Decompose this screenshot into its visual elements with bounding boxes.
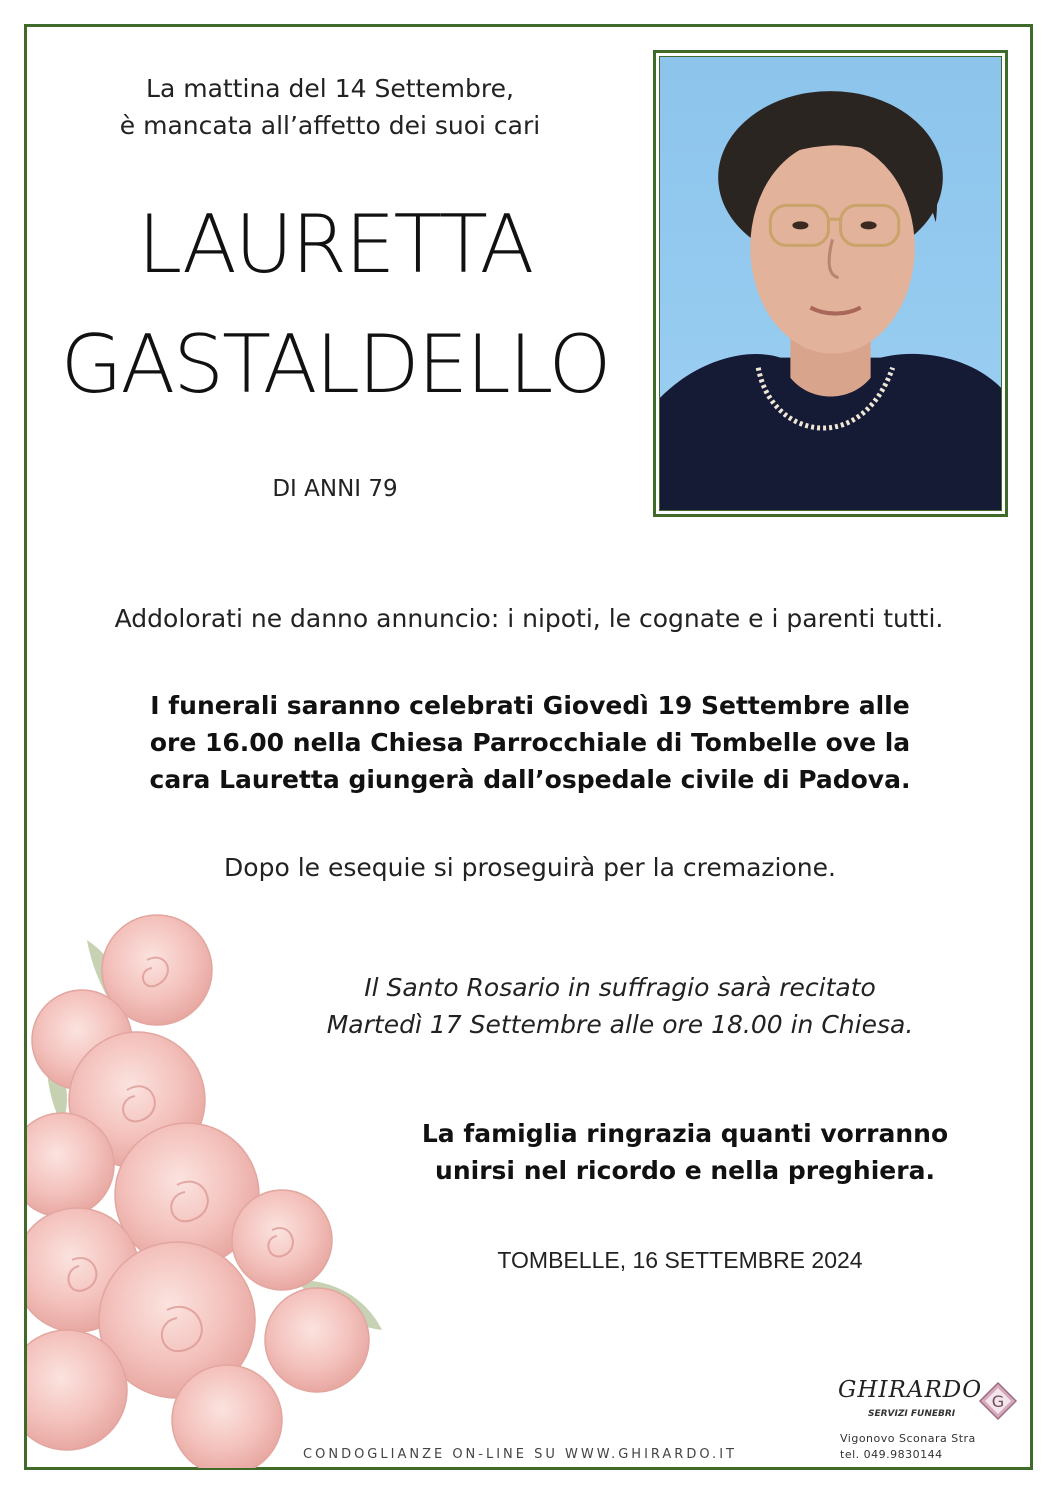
portrait-photo-icon bbox=[659, 56, 1002, 511]
logo-subtitle: SERVIZI FUNEBRI bbox=[868, 1409, 956, 1419]
dateline: TOMBELLE, 16 SETTEMBRE 2024 bbox=[497, 1247, 863, 1273]
intro-text bbox=[60, 70, 600, 144]
funeral-line-2: ore 16.00 nella Chiesa Parrocchiale di Tombelle ove la bbox=[149, 728, 911, 757]
thanks-line-1: La famiglia ringrazia quanti vorranno bbox=[421, 1119, 949, 1148]
logo-address: Vigonovo Sconara Stra bbox=[840, 1432, 976, 1445]
cremation-text: Dopo le esequie si proseguirà per la cremazione. bbox=[224, 853, 836, 882]
deceased-last-name: GASTALDELLO bbox=[60, 318, 610, 411]
intro-line-1: La mattina del 14 Settembre, bbox=[146, 74, 514, 103]
thanks-text bbox=[360, 1115, 1010, 1189]
funeral-details bbox=[110, 687, 950, 798]
pink-roses-icon bbox=[27, 900, 397, 1468]
intro-line-2: è mancata all’affetto dei suoi cari bbox=[119, 111, 541, 140]
ghirardo-logo-icon bbox=[830, 1375, 1025, 1467]
logo-brand: GHIRARDO bbox=[838, 1377, 983, 1403]
age-text: DI ANNI 79 bbox=[272, 476, 398, 502]
logo-phone: tel. 049.9830144 bbox=[840, 1448, 943, 1461]
announcement-text: Addolorati ne danno annuncio: i nipoti, le cognate e i parenti tutti. bbox=[114, 604, 944, 633]
deceased-first-name: LAURETTA bbox=[137, 198, 533, 291]
rosary-line-1: Il Santo Rosario in suffragio sarà recitato bbox=[364, 973, 876, 1002]
logo-mark-letter: G bbox=[991, 1392, 1005, 1411]
logo-diamond-icon bbox=[978, 1381, 1018, 1421]
logo-address-block bbox=[840, 1431, 976, 1463]
thanks-line-2: unirsi nel ricordo e nella preghiera. bbox=[435, 1156, 935, 1185]
rosary-line-2: Martedì 17 Settembre alle ore 18.00 in Chiesa. bbox=[326, 1010, 914, 1039]
condolences-footer: CONDOGLIANZE ON-LINE SU WWW.GHIRARDO.IT bbox=[303, 1447, 737, 1462]
portrait-frame bbox=[653, 50, 1008, 517]
funeral-line-3: cara Lauretta giungerà dall’ospedale civile di Padova. bbox=[149, 765, 911, 794]
funeral-line-1: I funerali saranno celebrati Giovedì 19 Settembre alle bbox=[150, 691, 910, 720]
